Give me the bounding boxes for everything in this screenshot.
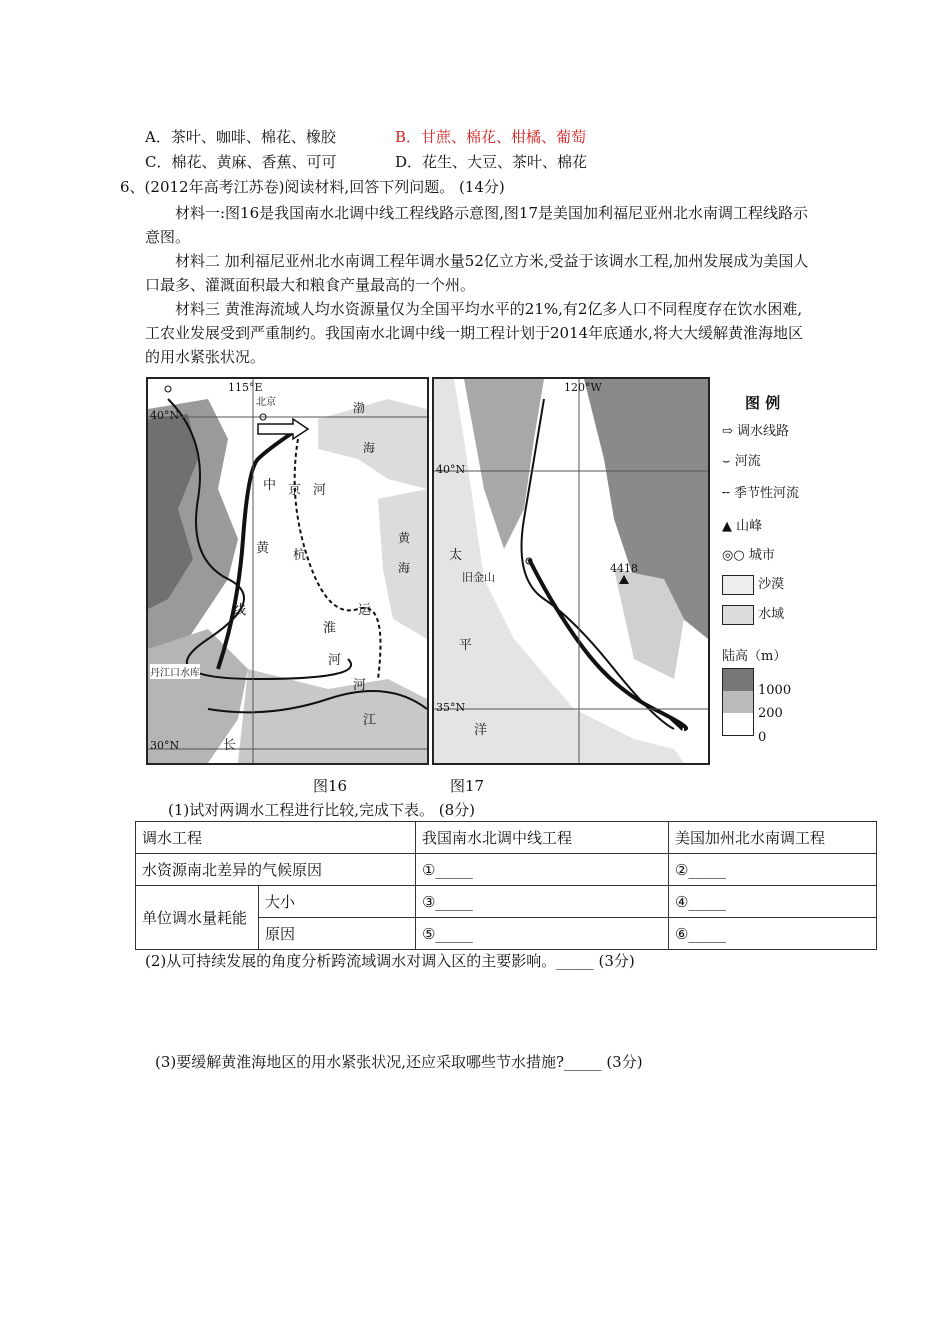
map17-peak-label: 4418	[610, 562, 638, 575]
legend-peak	[722, 515, 762, 534]
map16-jinghang-3: 运	[358, 603, 372, 618]
option-d: D．花生、大豆、茶叶、棉花	[395, 153, 588, 171]
map16-zhong: 中	[263, 478, 277, 493]
table-header-china: 我国南水北调中线工程	[415, 822, 668, 854]
answer-blank-5[interactable]: ⑤_____	[415, 918, 668, 950]
elev-band-low	[723, 713, 753, 735]
desert-swatch	[722, 575, 754, 595]
legend-water	[722, 603, 784, 625]
map16-lat30-label: 30°N	[150, 739, 180, 752]
map16-xian: 线	[233, 603, 247, 618]
question-2: (2)从可持续发展的角度分析跨流域调水对调入区的主要影响。_____ (3分)	[145, 952, 635, 970]
legend-peak-label: 山峰	[736, 519, 763, 534]
map17-lat35-label: 35°N	[436, 701, 466, 714]
table-row	[136, 886, 877, 918]
map17-lon-label: 120°W	[564, 381, 602, 394]
legend-route	[722, 420, 789, 439]
option-a: A．茶叶、咖啡、棉花、橡胶	[145, 128, 336, 146]
legend-route-label: 调水线路	[737, 424, 790, 439]
elev-tick-1000: 1000	[758, 683, 792, 698]
question-1: (1)试对两调水工程进行比较,完成下表。 (8分)	[168, 801, 476, 819]
table-row-climate: 水资源南北差异的气候原因	[136, 854, 416, 886]
legend-title: 图 例	[745, 394, 781, 412]
city-icon: ◎○	[722, 548, 745, 563]
option-c: C．棉花、黄麻、香蕉、可可	[145, 153, 337, 171]
material-2: 材料二 加利福尼亚州北水南调工程年调水量52亿立方米,受益于该调水工程,加州发展成为美国人口最多、灌溉面积最大和粮食产量最高的一个州。	[145, 252, 809, 294]
map16-bohai-2: 海	[363, 441, 376, 455]
seasonal-river-icon: ╌	[722, 486, 730, 501]
map16-huang: 黄	[256, 541, 270, 556]
answer-blank-1[interactable]: ①_____	[415, 854, 668, 886]
map16-lon-label: 115°E	[228, 381, 263, 394]
map16-chang: 长	[223, 738, 237, 753]
answer-blank-2[interactable]: ②_____	[668, 854, 876, 886]
material-3: 材料三 黄淮海流域人均水资源量仅为全国平均水平的21%,有2亿多人口不同程度存在饮水困难,工农业发展受到严重制约。我国南水北调中线一期工程计划于2014年底通水,将大大缓解黄淮海地区的用水紧张状况。	[145, 300, 803, 366]
map16-jinghang-1: 京	[288, 483, 302, 498]
table-row	[136, 822, 877, 854]
water-swatch	[722, 605, 754, 625]
answer-blank-3[interactable]: ③_____	[415, 886, 668, 918]
map17-lat40-label: 40°N	[436, 463, 466, 476]
elev-band-high	[723, 669, 753, 691]
legend-river	[722, 450, 761, 469]
map16-drawing	[148, 379, 427, 763]
map16-huanghai-2: 海	[398, 561, 411, 575]
comparison-table	[135, 821, 877, 950]
materials	[145, 201, 815, 369]
map16-he: 河	[353, 678, 367, 693]
map17-yang: 洋	[474, 723, 488, 738]
legend-seasonal-river-label: 季节性河流	[733, 486, 799, 501]
answer-blank-4[interactable]: ④_____	[668, 886, 876, 918]
legend-city-label: 城市	[748, 548, 775, 563]
map16-lat40-label: 40°N	[150, 409, 180, 422]
map16-jinghang-4: 河	[313, 483, 327, 498]
legend-desert-label: 沙漠	[758, 577, 785, 592]
map17-sanfrancisco: 旧金山	[462, 571, 495, 584]
map16-danjiangkou: 丹江口水库	[150, 664, 200, 679]
legend-city	[722, 544, 775, 563]
legend-water-label: 水域	[758, 607, 785, 622]
map-fig16	[146, 377, 429, 765]
elevation-scale	[722, 668, 754, 736]
peak-icon: ▲	[722, 519, 732, 534]
map17-ping: 平	[459, 638, 473, 653]
elev-band-mid	[723, 691, 753, 713]
river-icon: ⌣	[722, 454, 731, 469]
caption-fig16: 图16	[313, 777, 348, 795]
map16-bohai-1: 渤	[353, 401, 366, 415]
map16-huai: 淮	[323, 621, 337, 636]
question-3: (3)要缓解黄淮海地区的用水紧张状况,还应采取哪些节水措施?_____ (3分)	[155, 1053, 643, 1071]
legend-elev-title: 陆高（m）	[722, 649, 787, 664]
table-row-size: 大小	[259, 886, 416, 918]
table-row	[136, 854, 877, 886]
map-fig17	[432, 377, 710, 765]
legend-seasonal-river	[722, 482, 799, 501]
map16-huanghai-1: 黄	[398, 531, 411, 545]
elev-tick-0: 0	[758, 730, 767, 745]
question6-header: 6、(2012年高考江苏卷)阅读材料,回答下列问题。 (14分)	[120, 178, 505, 196]
caption-fig17: 图17	[450, 777, 485, 795]
map16-jinghang-2: 杭	[293, 548, 307, 563]
answer-blank-6[interactable]: ⑥_____	[668, 918, 876, 950]
table-row-reason: 原因	[259, 918, 416, 950]
table-header-project: 调水工程	[136, 822, 416, 854]
elev-tick-200: 200	[758, 706, 783, 721]
table-header-usa: 美国加州北水南调工程	[668, 822, 876, 854]
legend-river-label: 河流	[734, 454, 761, 469]
map16-huaihe: 河	[328, 653, 342, 668]
legend-desert	[722, 573, 784, 595]
option-b: B．甘蔗、棉花、柑橘、葡萄	[395, 128, 587, 146]
arrow-icon: ⇨	[722, 424, 733, 439]
material-1: 材料一:图16是我国南水北调中线工程线路示意图,图17是美国加利福尼亚州北水南调工程线路示意图。	[145, 204, 808, 246]
map16-jiang: 江	[363, 713, 377, 728]
table-row-energy: 单位调水量耗能	[136, 886, 259, 950]
map17-tai: 太	[449, 548, 463, 563]
map16-beijing-label: 北京	[256, 397, 276, 408]
